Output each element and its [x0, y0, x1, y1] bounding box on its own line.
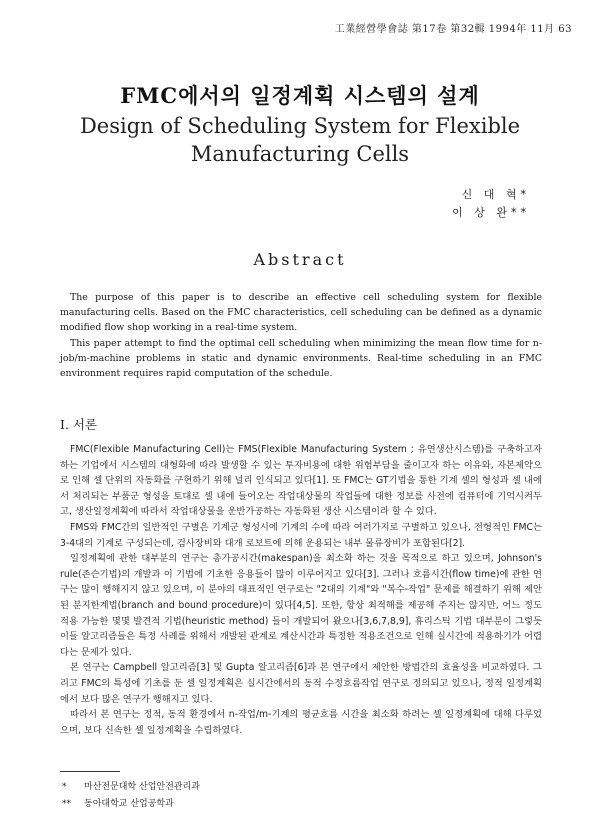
footnote-2	[62, 796, 200, 813]
title-english	[0, 112, 600, 168]
footnotes	[62, 779, 200, 813]
footnote-text: 마산전문대학 산업안전관리과	[84, 782, 200, 792]
abstract-body	[60, 290, 542, 381]
footnote-mark: *	[62, 782, 67, 792]
abstract-heading: Abstract	[253, 250, 347, 269]
journal-header: 工業經營學會誌 第17卷 第32輯 1994年 11月 63	[334, 24, 572, 35]
section-heading: I. 서론	[60, 417, 98, 432]
abstract-paragraph-1: The purpose of this paper is to describe an effective cell scheduling system for flexible manufacturing cells. Based on the FMC characteristics, cell scheduling can be defined as a dynamic modified flow shop working in a real-time system.	[60, 292, 542, 334]
authors	[452, 186, 530, 222]
body-text	[60, 442, 542, 738]
author-2: 이 상 완**	[452, 206, 530, 219]
footnote-mark: **	[62, 799, 71, 809]
title-korean: FMC에서의 일정계획 시스템의 설계	[120, 83, 480, 108]
footnote-divider	[60, 771, 120, 772]
abstract-paragraph-2: This paper attempt to find the optimal cell scheduling when minimizing the mean flow time for n-job/m-machine problems in static and dynamic environments. Real-time scheduling in an FMC environment requires rapid computation of the schedule.	[60, 337, 542, 380]
body-paragraph-3: 일정계획에 관한 대부분의 연구는 총가공시간(makespan)을 최소화 하는 것을 목적으로 하고 있으며, Johnson's rule(존슨기법)의 개발과 이 기법에 기초한 응용들이 많이 이루어지고 있다[3]. 그러나 흐름시간(flow time)에 관한 연구는 많이 행해지지 않고 있으며, 이 분야의 대표적인 연구로는 "2대의 기계"와 "복수-작업" 문제를 해결하기 위해 제안된 분지한계법(branch and bound procedure)이 있다[4,5]. 또한, 항상 최적해를 제공해 주지는 않지만, 어느 정도 적용 가능한 몇몇 발견적 기법(heuristic method) 들이 개발되어 왔으나[3,6,7,8,9], 휴리스틱 기법 대부분이 그렇듯 이들 알고리즘들은 특정 사례를 위해서 개발된 관계로 계산시간과 특정한 적용조건으로 인해 실시간에 적용하기가 어렵다는 문제가 있다.	[60, 553, 542, 658]
body-paragraph-4: 본 연구는 Campbell 알고리즘[3] 및 Gupta 알고리즘[6]과 본 연구에서 제안한 방법간의 효율성을 비교하였다. 그리고 FMC의 특성에 기초를 둔 셀 일정계획은 실시간에서의 동적 수정흐름작업 연구로 정의되고 있으나, 정적 일정계획에서 보다 많은 연구가 행해지고 있다.	[60, 662, 542, 705]
title-english-line-2: Manufacturing Cells	[190, 142, 410, 166]
footnote-text: 동아대학교 산업공학과	[84, 799, 174, 809]
footnote-1	[62, 779, 200, 796]
body-paragraph-2: FMS와 FMC간의 일반적인 구별은 기계군 형성시에 기계의 수에 따라 여러가지로 구별하고 있으나, 전형적인 FMC는 3-4대의 기계로 구성되는데, 검사장비와 대개 로보트에 의해 운용되는 내부 물류장비가 포함된다[2].	[60, 521, 542, 549]
body-paragraph-5: 따라서 본 연구는 정적, 동적 환경에서 n-작업/m-기계의 평균흐름 시간을 최소화 하려는 셀 일정계획에 대해 다루었으며, 보다 신속한 셀 일정계획을 수립하였다.	[60, 709, 542, 736]
title-english-line-1: Design of Scheduling System for Flexible	[79, 114, 521, 138]
body-paragraph-1: FMC(Flexible Manufacturing Cell)는 FMS(Flexible Manufacturing System ; 유연생산시스템)를 구축하고자 하는 기업에서 시스템의 대형화에 따라 발생할 수 있는 투자비용에 대한 위험부담을 줄이고자 하는 이유와, 자본제약으로 인해 셀 단위의 자동화를 구현하기 위해 널리 인식되고 있다[1]. 또 FMC는 GT기법을 통한 기계 셀의 형성과 셀 내에서 처리되는 부품군 형성을 토대로 셀 내에 들어오는 작업대상물의 작업들에 대한 정보를 사전에 컴퓨터에 기억시켜두고, 생산일정계획에 따라서 작업대상물을 운반가공하는 자동화된 생산 시스템이라 할 수 있다.	[60, 444, 542, 518]
author-1: 신 대 혁*	[461, 188, 530, 201]
